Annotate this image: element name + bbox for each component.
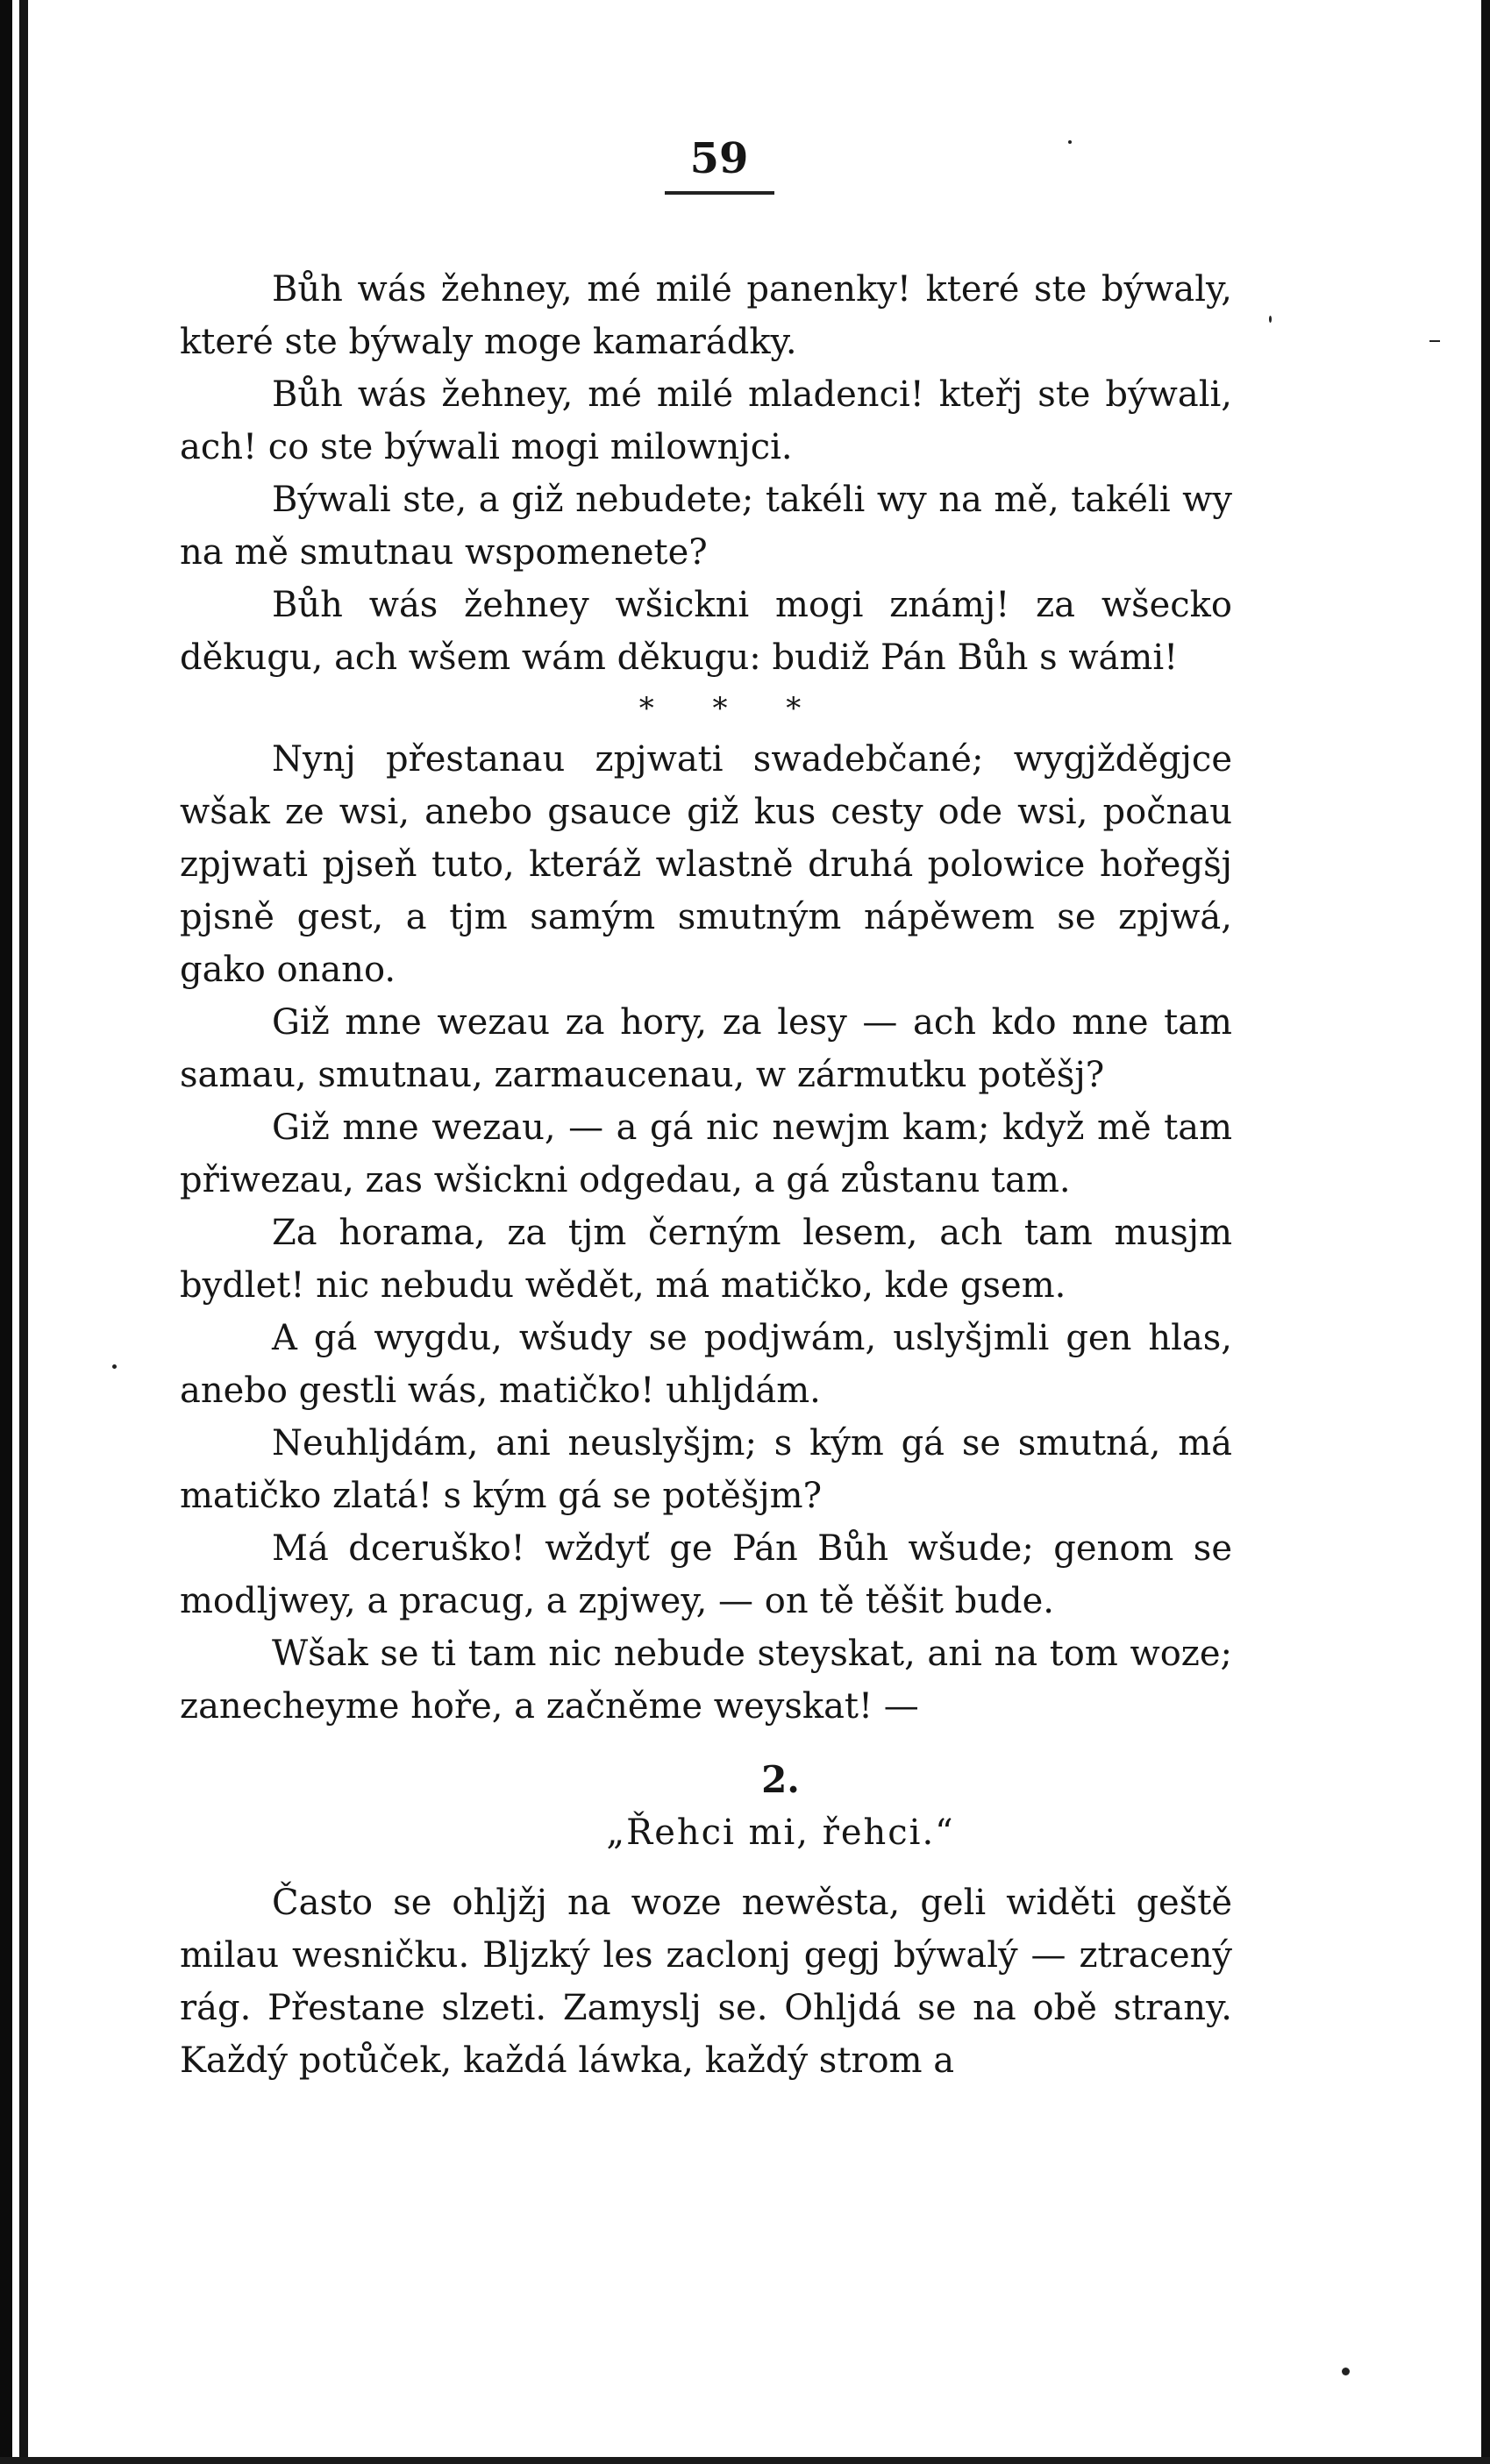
scan-shadow-left xyxy=(0,0,12,2464)
scan-speck xyxy=(1269,316,1272,323)
scan-shadow-right xyxy=(1481,0,1490,2464)
scan-speck xyxy=(1429,340,1440,342)
page-number: 59 xyxy=(689,134,749,183)
page-number-rule xyxy=(665,191,774,195)
scan-speck xyxy=(112,1364,117,1369)
scan-shadow-bottom xyxy=(0,2457,1490,2464)
section-number: 2. xyxy=(761,1758,800,1801)
paragraph: A gá wygdu, wšudy se podjwám, uslyšjmli gen hlas, anebo gestli wás, matičko! uhljdám. xyxy=(180,1318,1232,1411)
paragraph: Giž mne wezau, — a gá nic newjm kam; když mě tam přiwezau, zas wšickni odgedau, a gá zůstanu tam. xyxy=(180,1107,1232,1200)
paragraph: Za horama, za tjm černým lesem, ach tam musjm bydlet! nic nebudu wědět, má matičko, kde gsem. xyxy=(180,1213,1232,1306)
paragraph: Bůh wás žehney, mé milé panenky! které ste býwaly, které ste býwaly moge kamarádky. xyxy=(180,269,1232,362)
text-block xyxy=(180,263,1232,2087)
paragraph: Giž mne wezau za hory, za lesy — ach kdo mne tam samau, smutnau, zarmaucenau, w zármutku potěšj? xyxy=(180,1002,1232,1095)
section-break-asterisks: * * * xyxy=(638,691,826,726)
paragraph: Nynj přestanau zpjwati swadebčané; wygjžděgjce wšak ze wsi, anebo gsauce giž kus cesty ode wsi, počnau zpjwati pjseň tuto, kteráž wlastně druhá polowice hořegšj pjsně gest, a tjm samým smutným nápěwem se zpjwá, gako onano. xyxy=(180,739,1232,990)
paragraph: Často se ohljžj na woze newěsta, geli widěti geště milau wesničku. Bljzký les zaclonj gegj býwalý — ztracený rág. Přestane slzeti. Zamyslj se. Ohljdá se na obě strany. Každý potůček, každá láwka, každý strom a xyxy=(180,1883,1232,2081)
scan-speck xyxy=(1342,2368,1350,2375)
scan-shadow-left-inner xyxy=(19,0,28,2464)
paragraph: Neuhljdám, ani neuslyšjm; s kým gá se smutná, má matičko zlatá! s kým gá se potěšjm? xyxy=(180,1423,1232,1516)
paragraph: Wšak se ti tam nic nebude steyskat, ani na tom woze; zanecheyme hoře, a začněme weyskat! — xyxy=(180,1634,1232,1727)
paragraph: Býwali ste, a giž nebudete; takéli wy na mě, takéli wy na mě smutnau wspomenete? xyxy=(180,480,1232,573)
paragraph: Bůh wás žehney wšickni mogi známj! za wšecko děkugu, ach wšem wám děkugu: budiž Pán Bůh s wámi! xyxy=(180,585,1232,678)
section-title: „Řehci mi, řehci.“ xyxy=(606,1812,955,1853)
book-page xyxy=(180,132,1232,2087)
paragraph: Má dceruško! wždyť ge Pán Bůh wšude; genom se modljwey, a pracug, a zpjwey, — on tě těšit bude. xyxy=(180,1528,1232,1621)
paragraph: Bůh wás žehney, mé milé mladenci! kteřj ste býwali, ach! co ste býwali mogi milownjci. xyxy=(180,374,1232,467)
